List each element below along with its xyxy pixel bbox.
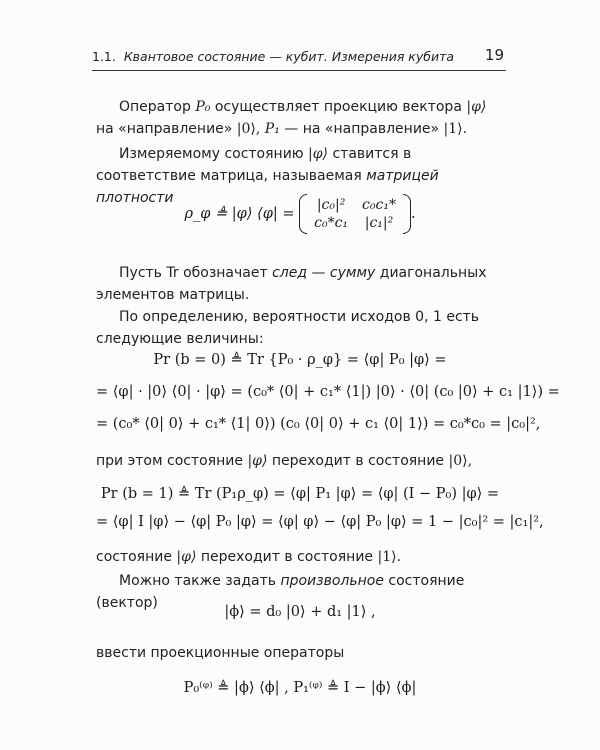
- text-run: состояние: [96, 549, 172, 565]
- paragraph-6: [96, 546, 504, 568]
- text-run: состояние (вектор): [96, 573, 465, 611]
- text-run: Пусть Tr обозначает: [119, 265, 268, 281]
- density-matrix: [299, 196, 411, 232]
- text-run: переходит в состояние: [200, 549, 374, 565]
- equation-pr0-line1: Pr (b = 0) ≜ Tr {P₀ · ρ_φ} = ⟨φ| P₀ |φ⟩ =: [153, 352, 447, 368]
- emphasis: произвольное: [280, 573, 384, 589]
- paragraph-5: [96, 450, 504, 472]
- text-run: Можно также задать: [119, 573, 276, 589]
- text-run: при этом состояние: [96, 453, 243, 469]
- text-run: Измеряемому состоянию: [119, 146, 304, 162]
- paragraph-4: По определению, вероятности исходов 0, 1 есть следующие величины:: [96, 309, 480, 347]
- paragraph-3: [96, 262, 504, 306]
- equation-projectors: P₀⁽ᵠ⁾ ≜ |ϕ⟩ ⟨ϕ| , P₁⁽ᵠ⁾ ≜ I − |ϕ⟩ ⟨ϕ|: [183, 680, 417, 696]
- matrix-cell: |c₀|²: [316, 197, 346, 213]
- math-phi-ket: |φ⟩: [176, 549, 197, 565]
- emphasis: след — сумму: [272, 265, 376, 281]
- density-lhs: ρ_φ ≜ |φ⟩ ⟨φ| =: [184, 206, 295, 222]
- math-phi-ket: |φ⟩: [308, 146, 329, 162]
- text-run: осуществляет проекцию вектора: [214, 99, 462, 115]
- paragraph-1: [96, 96, 504, 140]
- text-run: — на «направление»: [284, 121, 440, 137]
- math-P0: P₀: [195, 99, 211, 115]
- equation-pr1-line2: = ⟨φ| I |φ⟩ − ⟨φ| P₀ |φ⟩ = ⟨φ| φ⟩ − ⟨φ| P₀ |φ⟩ = 1 − |c₀|² = |c₁|²,: [96, 514, 544, 530]
- header-title-text: Квантовое состояние — кубит. Измерения кубита: [123, 49, 455, 64]
- equation-pr0-line3: = (c₀* ⟨0| 0⟩ + c₁* ⟨1| 0⟩) (c₀ ⟨0| 0⟩ + c₁ ⟨0| 1⟩) = c₀*c₀ = |c₀|²,: [96, 416, 541, 432]
- text-run: переходит в состояние: [271, 453, 445, 469]
- math-ket1: |1⟩.: [443, 121, 468, 137]
- math-P1: P₁: [264, 121, 280, 137]
- matrix-cell: c₀*c₁: [314, 215, 349, 231]
- header-section: 1.1.: [92, 49, 116, 64]
- math-phi-ket: |φ⟩: [247, 453, 268, 469]
- header-title: [92, 49, 454, 64]
- matrix-cell: c₀c₁*: [362, 197, 396, 213]
- text-run: диагональных элементов матрицы.: [96, 265, 487, 303]
- page-number: 19: [484, 46, 504, 64]
- equation-density-matrix: ρ_φ ≜ |φ⟩ ⟨φ| = |c₀|² c₀c₁* c₀*c₁ |c₁|² .: [96, 196, 504, 232]
- math-ket1: |1⟩.: [377, 549, 402, 565]
- equation-arbitrary-state: |ϕ⟩ = d₀ |0⟩ + d₁ |1⟩ ,: [224, 604, 376, 620]
- running-header: [92, 44, 506, 71]
- equation-pr0-line2: = ⟨φ| · |0⟩ ⟨0| · |φ⟩ = (c₀* ⟨0| + c₁* ⟨1|) |0⟩ · ⟨0| (c₀ |0⟩ + c₁ |1⟩) =: [96, 384, 560, 400]
- text-run: на «направление»: [96, 121, 233, 137]
- math-ket0: |0⟩,: [236, 121, 261, 137]
- equation-pr1-line1: Pr (b = 1) ≜ Tr (P₁ρ_φ) = ⟨φ| P₁ |φ⟩ = ⟨φ| (I − P₀) |φ⟩ =: [100, 486, 500, 502]
- text-run: Оператор: [119, 99, 191, 115]
- text-run: ставится в соответствие матрица, называемая: [96, 146, 412, 184]
- math-ket0: |0⟩,: [448, 453, 473, 469]
- paragraph-8: ввести проекционные операторы: [96, 645, 345, 661]
- math-phi-ket: |φ⟩: [466, 99, 487, 115]
- matrix-cell: |c₁|²: [364, 215, 394, 231]
- emphasis: матрицей плотности: [96, 168, 439, 206]
